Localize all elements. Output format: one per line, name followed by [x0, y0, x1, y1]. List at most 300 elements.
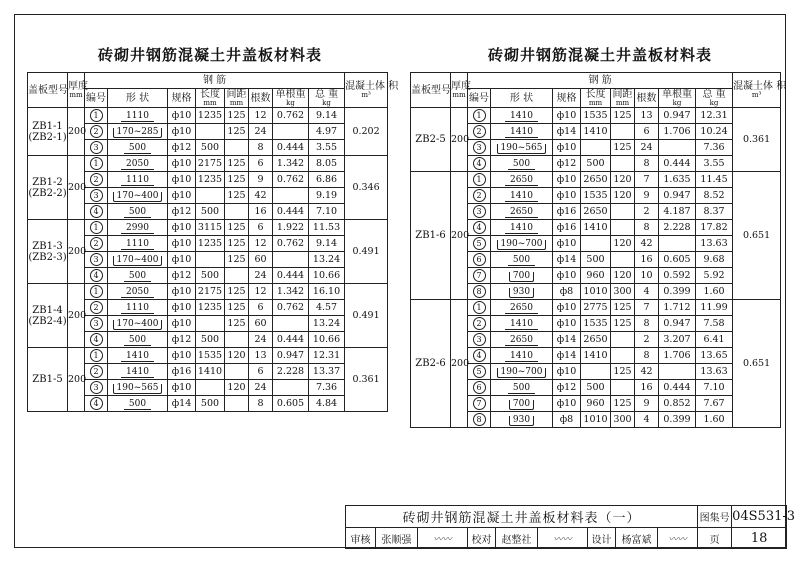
- unit-weight-cell: [273, 188, 309, 204]
- bar-number-circle: 4: [90, 397, 103, 410]
- bar-spec-cell: ф10: [168, 380, 196, 396]
- bar-spacing-cell: 125: [225, 316, 249, 332]
- total-weight-cell: 13.63: [696, 236, 733, 252]
- bar-spec-cell: ф10: [553, 364, 581, 380]
- table-row: [28, 156, 388, 172]
- bar-shape-sketch: 500: [508, 256, 535, 266]
- bar-shape-cell: [491, 204, 553, 220]
- bar-spec-cell: ф10: [168, 188, 196, 204]
- bar-shape-cell: [108, 252, 168, 268]
- header-spec: 规格: [168, 89, 196, 108]
- bar-spacing-cell: 120: [611, 188, 635, 204]
- bar-number-circle: 4: [90, 333, 103, 346]
- bar-number-cell: [85, 156, 108, 172]
- bar-number-cell: [468, 204, 491, 220]
- bar-length-cell: 1235: [196, 172, 225, 188]
- designer-name: 杨富斌: [616, 528, 658, 549]
- bar-number-cell: [85, 332, 108, 348]
- header-spec: 规格: [553, 89, 581, 108]
- bar-spacing-cell: 125: [225, 220, 249, 236]
- table-row: [411, 300, 781, 316]
- bar-number-cell: [85, 396, 108, 412]
- bar-spec-cell: ф10: [553, 140, 581, 156]
- bar-shape-cell: [491, 124, 553, 140]
- bar-count-cell: 7: [635, 172, 659, 188]
- checker-signature: 〰〰: [538, 528, 588, 549]
- bar-length-cell: 1010: [581, 284, 611, 300]
- bar-number-cell: [468, 284, 491, 300]
- bar-number-circle: 4: [473, 157, 486, 170]
- bar-number-circle: 8: [473, 285, 486, 298]
- header-length: 长度 mm: [196, 89, 225, 108]
- bar-shape-cell: [108, 396, 168, 412]
- bar-number-cell: [468, 236, 491, 252]
- bar-shape-cell: [108, 156, 168, 172]
- bar-number-circle: 2: [90, 237, 103, 250]
- bar-shape-sketch: 1110: [121, 304, 154, 314]
- bar-shape-sketch: 2650: [505, 336, 538, 346]
- bar-shape-sketch: 500: [124, 208, 151, 218]
- bar-number-cell: [468, 172, 491, 188]
- bar-length-cell: 500: [196, 140, 225, 156]
- panel-type-label: (ZB2-4): [28, 315, 67, 327]
- panel-type-cell: [28, 156, 68, 220]
- header-total-weight: 总 重 kg: [309, 89, 345, 108]
- bar-count-cell: 13: [249, 348, 273, 364]
- header-shape: 形 状: [491, 89, 553, 108]
- panel-type-label: (ZB2-2): [28, 187, 67, 199]
- bar-length-cell: 1410: [581, 220, 611, 236]
- unit-weight-cell: [273, 380, 309, 396]
- table-a-body: [28, 108, 388, 412]
- total-weight-cell: 11.45: [696, 172, 733, 188]
- checker-name: 赵整社: [496, 528, 538, 549]
- bar-shape-sketch: 500: [124, 144, 151, 154]
- total-weight-cell: 4.84: [309, 396, 345, 412]
- bar-shape-cell: [491, 284, 553, 300]
- bar-count-cell: 2: [635, 204, 659, 220]
- unit-weight-cell: 0.605: [273, 396, 309, 412]
- bar-length-cell: 1410: [196, 364, 225, 380]
- bar-shape-cell: [108, 380, 168, 396]
- bar-number-circle: 4: [473, 349, 486, 362]
- concrete-volume-cell: 0.651: [733, 300, 781, 428]
- bar-shape-sketch: 500: [124, 336, 151, 346]
- thickness-cell: 200: [451, 300, 468, 428]
- bar-length-cell: 2650: [581, 172, 611, 188]
- bar-length-cell: 1235: [196, 108, 225, 124]
- bar-number-circle: 3: [473, 333, 486, 346]
- bar-spacing-cell: 120: [611, 236, 635, 252]
- bar-number-cell: [468, 412, 491, 428]
- bar-number-circle: 1: [90, 285, 103, 298]
- total-weight-cell: 13.65: [696, 348, 733, 364]
- bar-shape-sketch: 700: [509, 272, 534, 282]
- bar-length-cell: 500: [581, 252, 611, 268]
- panel-type-cell: [28, 220, 68, 284]
- bar-number-cell: [85, 364, 108, 380]
- bar-shape-sketch: 2050: [121, 288, 154, 298]
- bar-shape-cell: [491, 236, 553, 252]
- unit-weight-cell: [273, 124, 309, 140]
- panel-type-label: ZB2-5: [415, 134, 446, 145]
- bar-number-cell: [85, 204, 108, 220]
- table-row: [28, 108, 388, 124]
- header-rebar: 钢 筋: [468, 73, 733, 89]
- thickness-cell: 200: [68, 348, 85, 412]
- unit-weight-cell: 1.706: [659, 124, 696, 140]
- unit-weight-cell: 0.762: [273, 172, 309, 188]
- panel-type-cell: [411, 300, 451, 428]
- bar-spec-cell: ф8: [553, 412, 581, 428]
- bar-shape-sketch: 170~400: [113, 192, 163, 202]
- bar-number-cell: [468, 140, 491, 156]
- bar-count-cell: 6: [249, 364, 273, 380]
- header-unit-weight: 单根重 kg: [659, 89, 696, 108]
- header-unit-weight: 单根重 kg: [273, 89, 309, 108]
- total-weight-cell: 13.63: [696, 364, 733, 380]
- bar-number-circle: 2: [473, 317, 486, 330]
- total-weight-cell: 13.24: [309, 316, 345, 332]
- bar-spacing-cell: 125: [225, 236, 249, 252]
- bar-shape-cell: [491, 172, 553, 188]
- bar-count-cell: 24: [249, 332, 273, 348]
- header-length: 长度 mm: [581, 89, 611, 108]
- bar-spacing-cell: 125: [611, 140, 635, 156]
- bar-length-cell: 1535: [196, 348, 225, 364]
- bar-number-circle: 6: [473, 381, 486, 394]
- bar-shape-cell: [491, 268, 553, 284]
- bar-count-cell: 6: [249, 220, 273, 236]
- bar-number-circle: 3: [90, 381, 103, 394]
- total-weight-cell: 6.41: [696, 332, 733, 348]
- bar-count-cell: 16: [249, 204, 273, 220]
- bar-spec-cell: ф10: [168, 172, 196, 188]
- header-panel: 盖板型号: [28, 73, 68, 108]
- bar-spec-cell: ф10: [553, 300, 581, 316]
- thickness-cell: 200: [68, 156, 85, 220]
- bar-shape-sketch: 1410: [121, 352, 154, 362]
- bar-length-cell: 500: [196, 396, 225, 412]
- panel-type-cell: [411, 108, 451, 172]
- panel-type-label: (ZB2-1): [28, 131, 67, 143]
- bar-number-cell: [85, 252, 108, 268]
- bar-count-cell: 8: [249, 396, 273, 412]
- panel-type-label: ZB1-4: [32, 304, 63, 316]
- bar-number-circle: 1: [90, 221, 103, 234]
- bar-spacing-cell: [611, 204, 635, 220]
- bar-shape-cell: [491, 316, 553, 332]
- total-weight-cell: 7.58: [696, 316, 733, 332]
- bar-length-cell: [581, 140, 611, 156]
- bar-count-cell: 2: [635, 332, 659, 348]
- bar-shape-cell: [108, 124, 168, 140]
- bar-shape-sketch: 2650: [505, 208, 538, 218]
- bar-shape-cell: [108, 284, 168, 300]
- bar-spec-cell: ф12: [168, 204, 196, 220]
- panel-type-label: ZB1-6: [415, 230, 446, 241]
- table-b-header-row-1: [411, 73, 781, 89]
- total-weight-cell: 7.36: [696, 140, 733, 156]
- bar-shape-sketch: 1110: [121, 176, 154, 186]
- bar-spacing-cell: [225, 364, 249, 380]
- bar-number-cell: [468, 364, 491, 380]
- bar-length-cell: 2175: [196, 284, 225, 300]
- bar-length-cell: [196, 124, 225, 140]
- page-label: 页: [698, 528, 732, 549]
- bar-number-cell: [468, 220, 491, 236]
- concrete-volume-cell: 0.361: [345, 348, 388, 412]
- bar-shape-sketch: 1410: [505, 352, 538, 362]
- bar-spacing-cell: 125: [225, 124, 249, 140]
- bar-number-circle: 7: [473, 397, 486, 410]
- bar-shape-cell: [491, 188, 553, 204]
- bar-number-cell: [85, 284, 108, 300]
- unit-weight-cell: 1.635: [659, 172, 696, 188]
- bar-spacing-cell: 125: [225, 156, 249, 172]
- page-number: 18: [732, 528, 787, 549]
- bar-shape-cell: [108, 348, 168, 364]
- bar-count-cell: 24: [249, 124, 273, 140]
- bar-count-cell: 60: [249, 316, 273, 332]
- panel-type-cell: [411, 172, 451, 300]
- bar-shape-cell: [491, 364, 553, 380]
- bar-spacing-cell: [225, 268, 249, 284]
- panel-type-cell: [28, 348, 68, 412]
- bar-shape-sketch: 190~700: [497, 368, 547, 378]
- bar-number-cell: [85, 236, 108, 252]
- bar-number-cell: [85, 188, 108, 204]
- table-row: [411, 172, 781, 188]
- bar-shape-sketch: 930: [509, 288, 534, 298]
- bar-shape-cell: [491, 220, 553, 236]
- bar-spec-cell: ф12: [553, 156, 581, 172]
- header-no: 编号: [468, 89, 491, 108]
- bar-shape-cell: [108, 332, 168, 348]
- title-block-row-1: [346, 506, 787, 528]
- bar-count-cell: 6: [249, 300, 273, 316]
- bar-shape-cell: [491, 348, 553, 364]
- bar-shape-sketch: 1410: [505, 224, 538, 234]
- bar-number-circle: 1: [90, 349, 103, 362]
- total-weight-cell: 4.97: [309, 124, 345, 140]
- bar-shape-sketch: 190~565: [497, 144, 547, 154]
- bar-length-cell: 1410: [581, 348, 611, 364]
- bar-number-circle: 4: [473, 221, 486, 234]
- bar-spacing-cell: 300: [611, 284, 635, 300]
- total-weight-cell: 1.60: [696, 284, 733, 300]
- bar-length-cell: 1235: [196, 300, 225, 316]
- bar-number-circle: 3: [90, 189, 103, 202]
- concrete-volume-cell: 0.651: [733, 172, 781, 300]
- bar-number-circle: 3: [473, 141, 486, 154]
- total-weight-cell: 7.67: [696, 396, 733, 412]
- bar-shape-cell: [108, 236, 168, 252]
- bar-shape-sketch: 1410: [121, 368, 154, 378]
- bar-spacing-cell: 125: [225, 300, 249, 316]
- bar-number-circle: 7: [473, 269, 486, 282]
- total-weight-cell: 8.05: [309, 156, 345, 172]
- table-row: [411, 108, 781, 124]
- total-weight-cell: 7.10: [696, 380, 733, 396]
- bar-shape-sketch: 1410: [505, 320, 538, 330]
- bar-count-cell: 24: [249, 268, 273, 284]
- unit-weight-cell: 0.947: [659, 108, 696, 124]
- bar-length-cell: [196, 316, 225, 332]
- bar-number-circle: 1: [473, 301, 486, 314]
- bar-spacing-cell: 120: [225, 348, 249, 364]
- atlas-number: 04S531-3: [732, 506, 787, 528]
- bar-spec-cell: ф10: [168, 252, 196, 268]
- header-panel: 盖板型号: [411, 73, 451, 108]
- bar-number-circle: 2: [90, 125, 103, 138]
- panel-type-cell: [28, 108, 68, 156]
- thickness-cell: 200: [68, 108, 85, 156]
- bar-count-cell: 60: [249, 252, 273, 268]
- bar-spec-cell: ф10: [168, 300, 196, 316]
- bar-shape-sketch: 1410: [505, 128, 538, 138]
- bar-count-cell: 7: [635, 300, 659, 316]
- table-row: [28, 348, 388, 364]
- panel-type-label: (ZB2-3): [28, 251, 67, 263]
- bar-count-cell: 9: [635, 396, 659, 412]
- bar-number-cell: [85, 172, 108, 188]
- bar-number-circle: 4: [90, 269, 103, 282]
- bar-shape-sketch: 1110: [121, 240, 154, 250]
- bar-number-cell: [85, 268, 108, 284]
- bar-spec-cell: ф10: [168, 156, 196, 172]
- bar-number-cell: [468, 300, 491, 316]
- bar-length-cell: [196, 252, 225, 268]
- bar-shape-cell: [491, 300, 553, 316]
- concrete-volume-cell: 0.491: [345, 220, 388, 284]
- bar-shape-sketch: 2050: [121, 160, 154, 170]
- bar-number-circle: 3: [90, 253, 103, 266]
- bar-spec-cell: ф12: [553, 380, 581, 396]
- bar-number-cell: [468, 380, 491, 396]
- header-shape: 形 状: [108, 89, 168, 108]
- unit-weight-cell: 0.605: [659, 252, 696, 268]
- bar-count-cell: 16: [635, 252, 659, 268]
- bar-spec-cell: ф10: [553, 188, 581, 204]
- bar-number-cell: [85, 380, 108, 396]
- bar-spacing-cell: [611, 220, 635, 236]
- title-block: [345, 505, 796, 549]
- review-label: 审核: [346, 528, 376, 549]
- bar-shape-cell: [491, 332, 553, 348]
- bar-number-cell: [85, 348, 108, 364]
- total-weight-cell: 12.31: [309, 348, 345, 364]
- bar-spacing-cell: [611, 252, 635, 268]
- bar-spec-cell: ф16: [553, 204, 581, 220]
- bar-shape-cell: [108, 188, 168, 204]
- bar-number-cell: [468, 124, 491, 140]
- total-weight-cell: 12.31: [696, 108, 733, 124]
- bar-length-cell: 500: [581, 156, 611, 172]
- total-weight-cell: 9.14: [309, 236, 345, 252]
- bar-number-circle: 3: [90, 141, 103, 154]
- bar-spec-cell: ф10: [168, 236, 196, 252]
- bar-spec-cell: ф10: [168, 316, 196, 332]
- unit-weight-cell: 0.444: [659, 156, 696, 172]
- unit-weight-cell: [659, 140, 696, 156]
- bar-spec-cell: ф12: [168, 268, 196, 284]
- unit-weight-cell: 1.342: [273, 156, 309, 172]
- bar-number-cell: [85, 108, 108, 124]
- header-spacing: 间距 mm: [226, 89, 247, 107]
- bar-length-cell: 500: [581, 380, 611, 396]
- unit-weight-cell: 1.712: [659, 300, 696, 316]
- bar-count-cell: 4: [635, 284, 659, 300]
- designer-signature: 〰〰: [658, 528, 698, 549]
- unit-weight-cell: 4.187: [659, 204, 696, 220]
- drawing-title: 砖砌井钢筋混凝土井盖板材料表（一）: [346, 506, 698, 528]
- material-table-a: [27, 72, 399, 412]
- bar-shape-cell: [491, 156, 553, 172]
- unit-weight-cell: 1.706: [659, 348, 696, 364]
- total-weight-cell: 3.55: [696, 156, 733, 172]
- bar-spec-cell: ф14: [168, 396, 196, 412]
- bar-number-cell: [468, 348, 491, 364]
- unit-weight-cell: 2.228: [659, 220, 696, 236]
- bar-shape-cell: [108, 364, 168, 380]
- bar-spacing-cell: [611, 348, 635, 364]
- bar-count-cell: 6: [635, 124, 659, 140]
- bar-length-cell: [196, 188, 225, 204]
- bar-number-circle: 1: [90, 157, 103, 170]
- bar-length-cell: 500: [196, 332, 225, 348]
- total-weight-cell: 11.53: [309, 220, 345, 236]
- bar-spacing-cell: [225, 332, 249, 348]
- unit-weight-cell: 0.947: [659, 316, 696, 332]
- check-label: 校对: [468, 528, 496, 549]
- bar-spacing-cell: 125: [611, 396, 635, 412]
- bar-spacing-cell: 125: [611, 300, 635, 316]
- unit-weight-cell: 0.444: [273, 204, 309, 220]
- bar-number-cell: [468, 188, 491, 204]
- panel-type-cell: [28, 284, 68, 348]
- bar-count-cell: 4: [635, 412, 659, 428]
- header-total-weight: 总 重 kg: [696, 89, 733, 108]
- bar-spec-cell: ф10: [168, 108, 196, 124]
- header-thickness: 厚度 mm: [451, 73, 468, 108]
- bar-shape-sketch: 500: [508, 160, 535, 170]
- bar-spec-cell: ф10: [553, 108, 581, 124]
- bar-spec-cell: ф12: [168, 332, 196, 348]
- unit-weight-cell: 0.947: [659, 188, 696, 204]
- bar-spec-cell: ф16: [168, 364, 196, 380]
- bar-spec-cell: ф10: [168, 220, 196, 236]
- bar-spacing-cell: 125: [225, 108, 249, 124]
- bar-shape-cell: [491, 396, 553, 412]
- bar-shape-sketch: 700: [509, 400, 534, 410]
- bar-shape-cell: [108, 316, 168, 332]
- bar-spacing-cell: 125: [225, 172, 249, 188]
- bar-shape-cell: [491, 412, 553, 428]
- bar-length-cell: 1535: [581, 108, 611, 124]
- bar-shape-cell: [108, 172, 168, 188]
- bar-length-cell: 500: [196, 268, 225, 284]
- total-weight-cell: 6.86: [309, 172, 345, 188]
- bar-length-cell: 960: [581, 396, 611, 412]
- total-weight-cell: 16.10: [309, 284, 345, 300]
- header-spacing: 间距 mm: [612, 89, 633, 107]
- bar-count-cell: 42: [635, 364, 659, 380]
- bar-length-cell: 1410: [581, 124, 611, 140]
- unit-weight-cell: 0.444: [273, 332, 309, 348]
- table-row: [28, 284, 388, 300]
- concrete-volume-cell: 0.361: [733, 108, 781, 172]
